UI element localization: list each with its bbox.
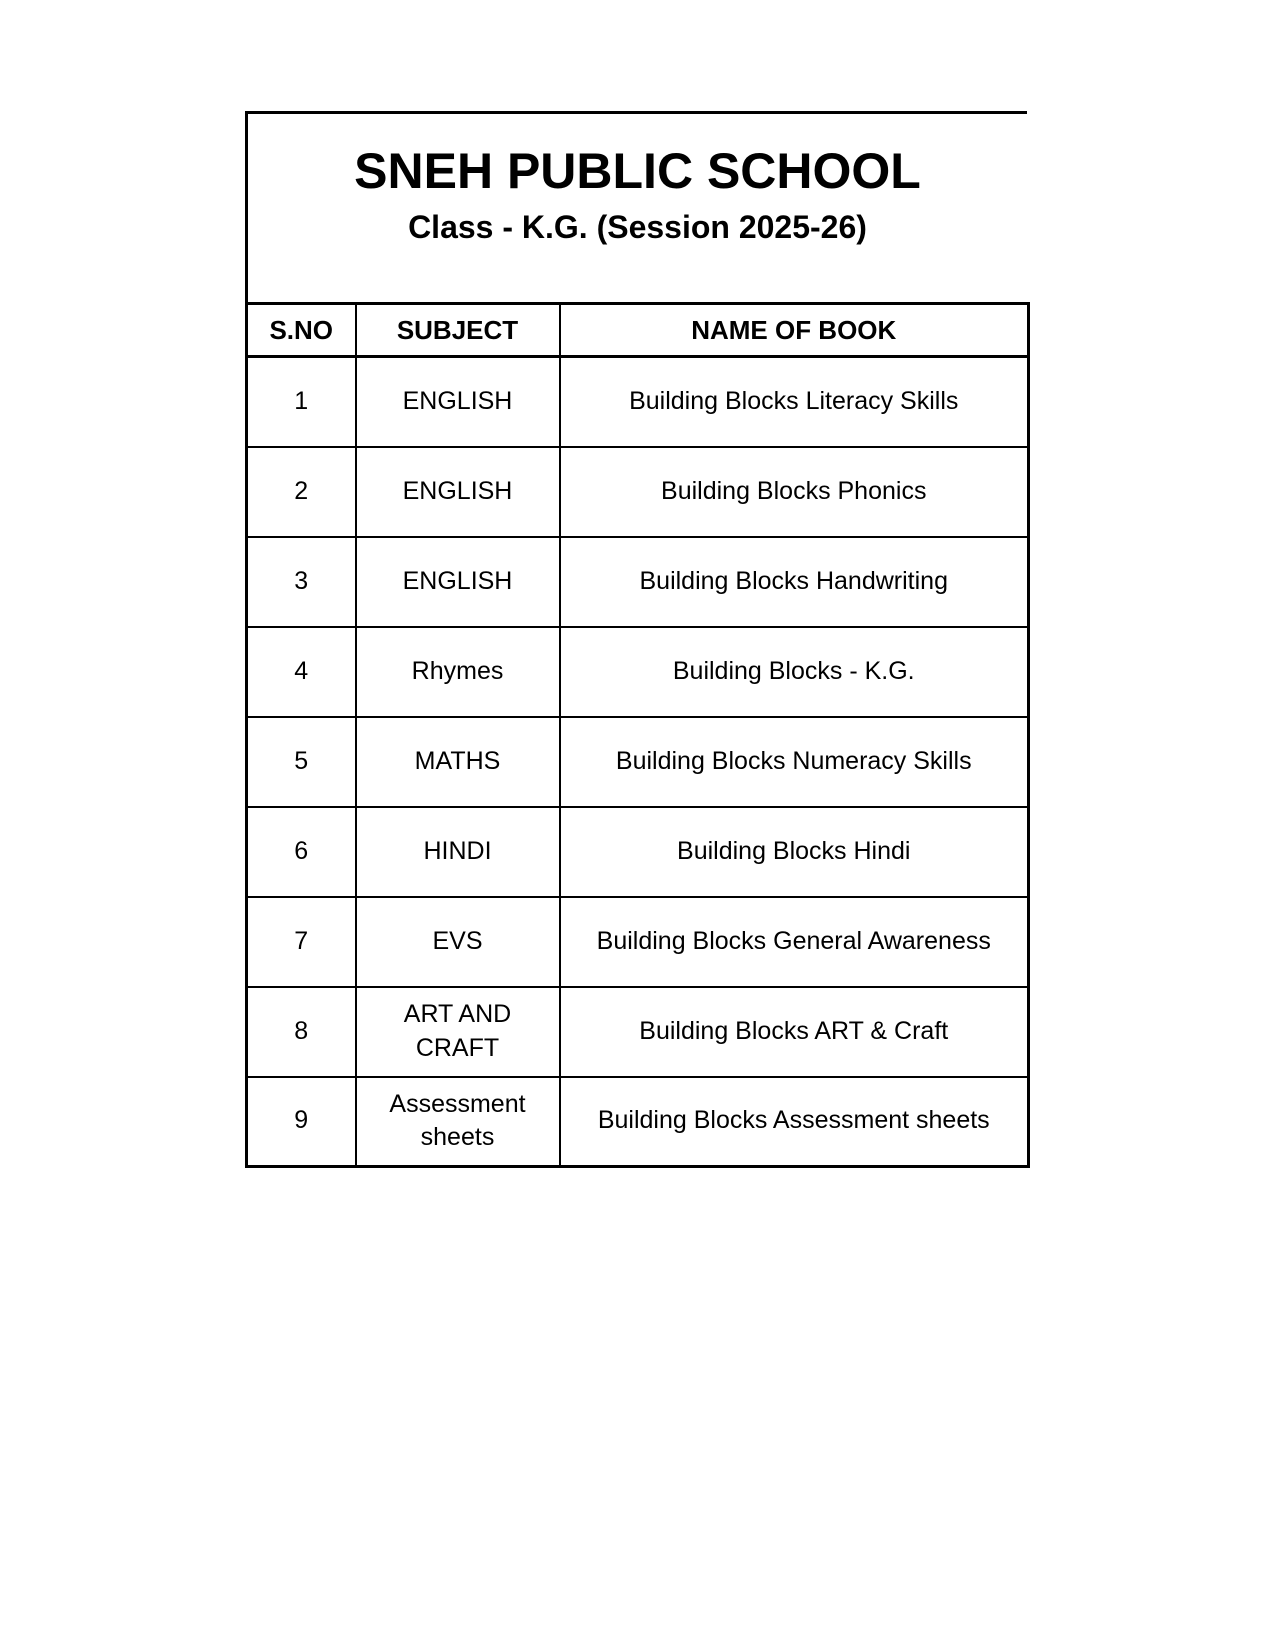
table-row	[247, 807, 1029, 897]
cell-subject: MATHS	[356, 717, 560, 807]
cell-sno: 1	[247, 357, 356, 447]
cell-subject: Rhymes	[356, 627, 560, 717]
book-list-table	[245, 302, 1030, 1168]
cell-book-name: Building Blocks Phonics	[560, 447, 1029, 537]
cell-sno: 7	[247, 897, 356, 987]
table-row	[247, 627, 1029, 717]
cell-book-name: Building Blocks Assessment sheets	[560, 1077, 1029, 1167]
table-row	[247, 987, 1029, 1077]
school-title: SNEH PUBLIC SCHOOL	[354, 143, 921, 199]
table-row	[247, 717, 1029, 807]
table-row	[247, 357, 1029, 447]
cell-sno: 3	[247, 537, 356, 627]
cell-subject: HINDI	[356, 807, 560, 897]
cell-subject: ENGLISH	[356, 447, 560, 537]
table-row	[247, 447, 1029, 537]
header-book-name: NAME OF BOOK	[560, 304, 1029, 357]
cell-sno: 4	[247, 627, 356, 717]
table-header	[247, 304, 1029, 357]
cell-subject: ENGLISH	[356, 537, 560, 627]
title-box	[245, 111, 1027, 302]
header-subject: SUBJECT	[356, 304, 560, 357]
cell-book-name: Building Blocks ART & Craft	[560, 987, 1029, 1077]
cell-sno: 8	[247, 987, 356, 1077]
table-row	[247, 537, 1029, 627]
table-row	[247, 1077, 1029, 1167]
table-row	[247, 897, 1029, 987]
cell-book-name: Building Blocks Literacy Skills	[560, 357, 1029, 447]
cell-sno: 9	[247, 1077, 356, 1167]
cell-book-name: Building Blocks Numeracy Skills	[560, 717, 1029, 807]
cell-subject: ENGLISH	[356, 357, 560, 447]
header-row	[247, 304, 1029, 357]
book-table-body	[247, 357, 1029, 1167]
cell-sno: 6	[247, 807, 356, 897]
cell-book-name: Building Blocks General Awareness	[560, 897, 1029, 987]
class-subtitle: Class - K.G. (Session 2025-26)	[408, 209, 867, 245]
cell-subject: Assessment sheets	[356, 1077, 560, 1167]
cell-book-name: Building Blocks Hindi	[560, 807, 1029, 897]
cell-book-name: Building Blocks - K.G.	[560, 627, 1029, 717]
header-sno: S.NO	[247, 304, 356, 357]
cell-subject: EVS	[356, 897, 560, 987]
cell-sno: 2	[247, 447, 356, 537]
cell-sno: 5	[247, 717, 356, 807]
cell-subject: ART AND CRAFT	[356, 987, 560, 1077]
cell-book-name: Building Blocks Handwriting	[560, 537, 1029, 627]
